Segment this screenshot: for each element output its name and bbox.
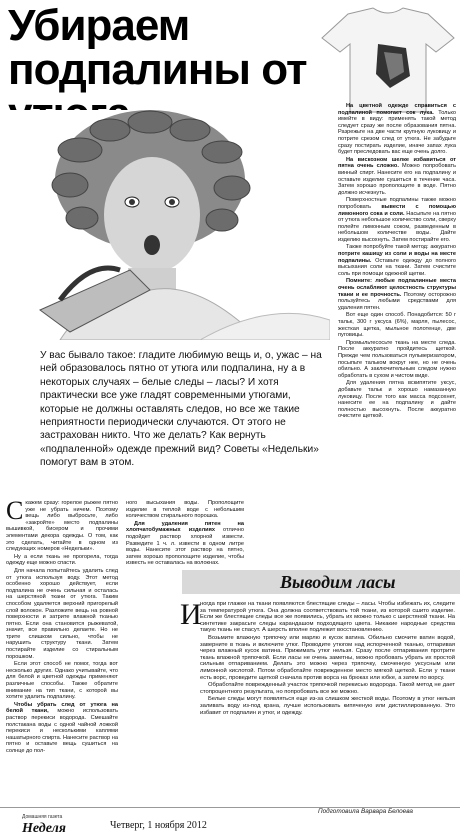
paragraph: Если этот способ не помог, тогда вот несколько других. Однако учитывайте, что для белой и цветной одежды применяют различные способы. Также обратите внимание на тип ткани, с которой вы хотите удалить подпалину. xyxy=(6,661,118,701)
paragraph: можно использовать раствор перекиси водорода. Смешайте полстакана воды с одной чайной ложкой перекиси и несколькими каплями нашатырного спирта. Нанесите раствор на пятно и оставьте вещь сушиться на солнце до пол- xyxy=(6,708,118,754)
tip-bold: вывести с помощью лимонного сока и соли. xyxy=(338,203,457,217)
author-byline: Подготовила Варвара Белоева xyxy=(318,808,413,815)
logo-top-text: Домашняя газета xyxy=(22,814,63,820)
column-2-text xyxy=(126,500,244,568)
paragraph-bold: Чтобы убрать след от утюга на белой ткани, xyxy=(6,701,118,715)
tip-bold: На цветной одежде справиться с подпалиной помогает сок лука. xyxy=(338,103,456,116)
tip-text: Поэтому осторожно пользуйтесь любыми средствами для удаления пятен. xyxy=(338,291,456,311)
tip-text: Промыльтесосьте ткань на месте следа. После аккуратно пройдитесь щеткой. Прежде чем пользоваться пульверизатором, посыпьте тальком вокруг нее, но не очень обильно. А заключительным следом нужно обработать в сухом и чистом виде. xyxy=(338,339,456,379)
paragraph: Обработайте поврежденный участок тряпочкой перекисью водорода. Такой метод не дает стопроцентного результата, но попробовать все же можно. xyxy=(200,682,455,695)
tip-bold: На вискозном шелке избавиться от пятна очень сложно. xyxy=(338,156,456,170)
right-column-text xyxy=(338,103,456,421)
tshirt-with-burn-image xyxy=(318,4,458,114)
photo-woman-with-iron xyxy=(0,110,330,340)
paragraph: Белые следы могут появляться еще из-за слишком жесткой воды. Поэтому в утюг нельзя заливать воду из-под крана, лучше использовать кипяченую или дистиллированную. Это избавит от подпалин и утюг, и одежду. xyxy=(200,696,455,716)
column-1-text xyxy=(6,496,118,756)
tip-text: Насыпьте на пятно от утюга небольшое количество соли, сверху полейте лимонным соком, разведенным в небольшом количестве воды. Дайте изделию высохнуть. Затем постирайте его. xyxy=(338,210,456,243)
paragraph: Ну а если ткань не прогорела, тогда одежду еще можно спасти. xyxy=(6,553,118,567)
dropcap-i: И xyxy=(180,598,202,631)
tip-text: Для удаления пятна вскипятите уксус, добавьте тальк и хорошо намазанную луковицу. После того как масса подсохнет, нанесите ее на подпалину и дайте полностью высохнуть. После аккуратно очистите щеткой. xyxy=(338,380,456,420)
tip-text: Оставьте одежду до полного высыхания соли на ткани. Затем счистите соль при помощи одежной щетки. xyxy=(338,257,456,277)
paragraph: ного высыхания воды. Прополощите изделие в теплой воде с небольшим количеством стирального порошка. xyxy=(126,500,244,520)
article-title: Убираем подпалины от xyxy=(8,1,307,94)
lead-paragraph: У вас бывало такое: гладите любимую вещь и, о, ужас – на ней образовалось пятно от утюга или подпалина, ну а в некоторых случаях – белые следы – ласы? И хотя практически все уже гладят современными утюгами, которые не должны оставлять следов, но все же такие неприятности периодически случаются. От этого не застрахован никто. Что же делать? Как вернуть «подпаленной» одежде прежний вид? Советы «Недельки» помогут вам в этом. xyxy=(40,350,322,469)
tip-text: Поверхностные подпалины также можно попробовать xyxy=(338,197,456,210)
paragraph: кажем сразу: горелое рыжее пятно уже не убрать ничем. Поэтому вещь либо выбросьте, либо «закройте» место подпалины вышивкой, бисером и прочими элементами декора одежды. О том, как это сделать, читайте в одном из следующих номеров «Недельки». xyxy=(6,500,118,553)
tip-bold: потрите кашицу из соли и воды на месте подпалины. xyxy=(338,251,456,264)
tip-text: Можно попробовать винный спирт. Нанесите его на подпалину и оставьте изделие сушиться в течение часа. Затем хорошо прополощите в воде. Пятно должно исчезнуть. xyxy=(338,163,456,196)
tip-text: Также попробуйте такой метод: аккуратно xyxy=(346,244,456,251)
logo-main-text: Неделя xyxy=(22,821,66,836)
column-4-text xyxy=(200,601,455,717)
paragraph-bold: Для удаления пятен на хлопчатобумажных изделиях xyxy=(126,520,244,534)
paragraph: Возьмите влажную тряпочку или марлю и кусок ватина. Обильно смочите ватин водой, заверните в ткань и включите утюг. Проводите утюгом над испорченной тканью, отпаривая через влажный кусок ватина. Прижимать утюг нельзя. Сразу после отпаривания протрите ткань влажной тряпочкой. Если ласы не очень заметны, можно пробовать убрать их простой сильным отпариванием. Делать это можно через тряпочку, смоченную уксусным или лимонной кислотой. Потом обработайте поврежденное место мягкой щеткой. Если у ткани есть ворс, проведите щеткой сначала против ворса на брюках или юбке, а затем по ворсу. xyxy=(200,634,455,681)
nedelya-logo xyxy=(18,810,98,836)
issue-date: Четверг, 1 ноября 2012 xyxy=(110,820,207,831)
tip-text: Вот еще один способ. Понадобится: 50 г тальк, 300 г уксуса (6%), марля, пылесос, жесткая щетка, мыльное полотенце, две пуговицы. xyxy=(338,312,456,339)
paragraph: отлично подойдет раствор хлорной извести. Разведите 1 ч. л. извести в одном литре воды. Нанесите этот раствор на пятно, затем хорошо прополощите изделие, чтобы известь не оставалась на волокнах. xyxy=(126,527,244,567)
tip-text: Только имейте в виду: применять такой метод следует сразу же после образования пятна. Разрежьте на две части крупную луковицу и потрите срезом след от утюга. Не забудьте сразу постирать изделие, иначе запах лука будет преследовать вас еще очень долго. xyxy=(338,109,456,156)
subhead-title: Выводим ласы xyxy=(280,572,396,592)
paragraph: ногда при глажке на ткани появляются блестящие следы – ласы. Чтобы избежать их, следите за температурой утюга. Она должна соответствовать той ткани, из которой сшито изделие. Если же блестящие следы все же появились, убрать их можно только с шерстяной ткани. На синтетике закрасьте следы карандашом подходящего цвета. Никакие народные средства такую ткань не спасут. А шерсть вполне подлежит восстановлению. xyxy=(200,601,455,634)
dropcap-s: С xyxy=(6,496,24,525)
paragraph: Для начала попытайтесь удалить след от утюга используя воду. Этот метод особенно хорошо действует, если подпалина не очень сильная и осталась на шерстяной ткани от утюга. Таким способом удаляется верхний пригорелый слой волокон. Разложите вещь на ровной поверхности и затрите влажной тканью пятно. Если она становится рыжеватой, значит, все правильно делаете. Но не трите слишком сильно, чтобы не нарушить структуру ткани. Затем постирайте изделие со стиральным порошком. xyxy=(6,567,118,660)
tip-bold: Помните: любые подпалинные места очень ослабляют целостность структуры ткани и ее прочность. xyxy=(338,278,456,298)
